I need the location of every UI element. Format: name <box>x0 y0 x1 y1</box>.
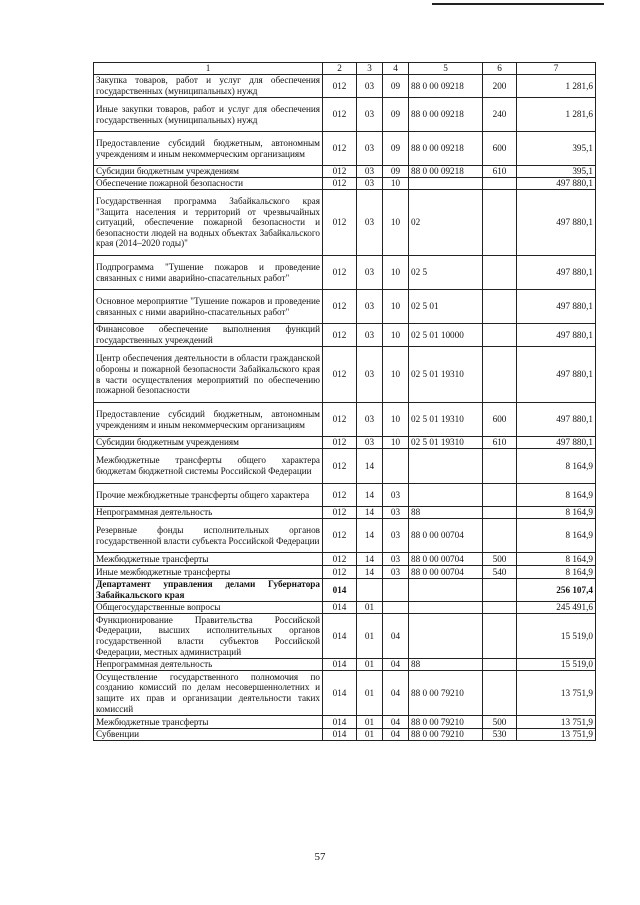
amount: 497 880,1 <box>517 324 596 347</box>
code-section: 03 <box>357 75 383 98</box>
code-subsection: 10 <box>383 437 409 449</box>
code-target: 88 0 00 79210 <box>409 716 483 729</box>
code-expense-type <box>483 347 517 403</box>
code-target: 02 5 01 10000 <box>409 324 483 347</box>
code-target <box>409 602 483 614</box>
item-name: Основное мероприятие "Тушение пожаров и проведение связанных с ними аварийно-спасательных работ" <box>94 290 323 324</box>
item-name: Субвенции <box>94 729 323 741</box>
code-section: 01 <box>357 729 383 741</box>
code-subsection: 03 <box>383 484 409 507</box>
code-section: 03 <box>357 166 383 178</box>
amount: 8 164,9 <box>517 566 596 579</box>
amount: 8 164,9 <box>517 553 596 566</box>
table-row <box>94 566 596 579</box>
table-header-row <box>94 63 596 75</box>
item-name: Межбюджетные трансферты <box>94 553 323 566</box>
code-section: 14 <box>357 566 383 579</box>
code-target: 88 0 00 00704 <box>409 553 483 566</box>
header-cell: 6 <box>483 63 517 75</box>
table-row <box>94 671 596 716</box>
code-subsection: 09 <box>383 132 409 166</box>
amount: 8 164,9 <box>517 484 596 507</box>
code-expense-type <box>483 449 517 484</box>
code-subsection: 10 <box>383 324 409 347</box>
code-target: 02 5 01 19310 <box>409 347 483 403</box>
code-admin: 014 <box>323 671 357 716</box>
item-name: Предоставление субсидий бюджетным, автономным учреждениям и иным некоммерческим организациям <box>94 132 323 166</box>
code-expense-type <box>483 671 517 716</box>
code-subsection <box>383 449 409 484</box>
code-expense-type <box>483 484 517 507</box>
code-section: 14 <box>357 449 383 484</box>
code-expense-type: 200 <box>483 75 517 98</box>
code-expense-type <box>483 190 517 256</box>
item-name: Департамент управления делами Губернатора Забайкальского края <box>94 579 323 602</box>
code-section: 14 <box>357 507 383 519</box>
code-expense-type <box>483 290 517 324</box>
code-target: 88 0 00 00704 <box>409 519 483 553</box>
code-section: 03 <box>357 403 383 437</box>
code-admin: 014 <box>323 614 357 659</box>
code-expense-type: 500 <box>483 716 517 729</box>
code-section: 03 <box>357 256 383 290</box>
amount: 497 880,1 <box>517 178 596 190</box>
amount: 13 751,9 <box>517 729 596 741</box>
code-expense-type <box>483 256 517 290</box>
code-admin: 012 <box>323 190 357 256</box>
code-admin: 012 <box>323 484 357 507</box>
table-row <box>94 659 596 671</box>
code-admin: 014 <box>323 729 357 741</box>
code-target: 02 5 01 19310 <box>409 403 483 437</box>
amount: 245 491,6 <box>517 602 596 614</box>
code-section: 01 <box>357 671 383 716</box>
code-admin: 014 <box>323 579 357 602</box>
code-subsection: 03 <box>383 566 409 579</box>
item-name: Резервные фонды исполнительных органов государственной власти субъекта Российской Федерации <box>94 519 323 553</box>
amount: 497 880,1 <box>517 290 596 324</box>
amount: 8 164,9 <box>517 519 596 553</box>
code-expense-type: 500 <box>483 553 517 566</box>
code-subsection: 09 <box>383 166 409 178</box>
code-subsection: 04 <box>383 671 409 716</box>
code-admin: 012 <box>323 507 357 519</box>
code-section: 14 <box>357 553 383 566</box>
item-name: Иные межбюджетные трансферты <box>94 566 323 579</box>
table-row <box>94 519 596 553</box>
code-subsection: 09 <box>383 98 409 132</box>
code-target: 88 0 00 79210 <box>409 729 483 741</box>
code-admin: 012 <box>323 553 357 566</box>
table-row <box>94 132 596 166</box>
item-name: Центр обеспечения деятельности в области гражданской обороны и пожарной безопасности Забайкальского края в части осуществления мероприятий по обеспечению пожарной безопасности <box>94 347 323 403</box>
table-row <box>94 324 596 347</box>
code-target: 88 0 00 09218 <box>409 132 483 166</box>
code-expense-type <box>483 602 517 614</box>
table-row <box>94 347 596 403</box>
header-cell: 1 <box>94 63 323 75</box>
amount: 256 107,4 <box>517 579 596 602</box>
code-admin: 012 <box>323 132 357 166</box>
code-expense-type <box>483 178 517 190</box>
code-section: 14 <box>357 484 383 507</box>
item-name: Непрограммная деятельность <box>94 659 323 671</box>
table-row <box>94 553 596 566</box>
table-row <box>94 449 596 484</box>
code-subsection: 10 <box>383 347 409 403</box>
code-section <box>357 579 383 602</box>
item-name: Иные закупки товаров, работ и услуг для обеспечения государственных (муниципальных) нужд <box>94 98 323 132</box>
code-target: 02 5 01 19310 <box>409 437 483 449</box>
code-expense-type <box>483 579 517 602</box>
code-expense-type: 240 <box>483 98 517 132</box>
code-admin: 012 <box>323 166 357 178</box>
amount: 497 880,1 <box>517 256 596 290</box>
header-cell: 3 <box>357 63 383 75</box>
amount: 8 164,9 <box>517 449 596 484</box>
code-admin: 012 <box>323 437 357 449</box>
code-admin: 012 <box>323 178 357 190</box>
page-number: 57 <box>314 851 326 863</box>
code-section: 14 <box>357 519 383 553</box>
code-subsection: 10 <box>383 403 409 437</box>
amount: 497 880,1 <box>517 437 596 449</box>
code-target <box>409 614 483 659</box>
code-target: 02 <box>409 190 483 256</box>
code-target <box>409 449 483 484</box>
code-target: 88 0 00 79210 <box>409 671 483 716</box>
amount: 1 281,6 <box>517 98 596 132</box>
code-expense-type: 600 <box>483 403 517 437</box>
code-subsection <box>383 579 409 602</box>
table-row <box>94 437 596 449</box>
code-admin: 012 <box>323 290 357 324</box>
code-section: 03 <box>357 347 383 403</box>
code-expense-type <box>483 659 517 671</box>
item-name: Непрограммная деятельность <box>94 507 323 519</box>
code-target: 02 5 <box>409 256 483 290</box>
table-row <box>94 729 596 741</box>
code-target <box>409 178 483 190</box>
item-name: Функционирование Правительства Российской Федерации, высших исполнительных органов государственной власти субъектов Российской Федерации, местных администраций <box>94 614 323 659</box>
code-subsection <box>383 602 409 614</box>
code-target: 88 0 00 00704 <box>409 566 483 579</box>
budget-table <box>93 62 596 741</box>
code-target <box>409 579 483 602</box>
amount: 15 519,0 <box>517 614 596 659</box>
table-row <box>94 484 596 507</box>
code-admin: 012 <box>323 256 357 290</box>
code-subsection: 04 <box>383 659 409 671</box>
code-admin: 014 <box>323 716 357 729</box>
code-section: 03 <box>357 324 383 347</box>
code-admin: 012 <box>323 519 357 553</box>
code-subsection: 09 <box>383 75 409 98</box>
code-subsection: 04 <box>383 716 409 729</box>
item-name: Осуществление государственного полномочия по созданию комиссий по делам несовершеннолетних и защите их прав и организации деятельности таких комиссий <box>94 671 323 716</box>
header-cell: 2 <box>323 63 357 75</box>
item-name: Субсидии бюджетным учреждениям <box>94 437 323 449</box>
table-row <box>94 98 596 132</box>
code-section: 01 <box>357 659 383 671</box>
item-name: Предоставление субсидий бюджетным, автономным учреждениям и иным некоммерческим организациям <box>94 403 323 437</box>
table-row <box>94 166 596 178</box>
amount: 497 880,1 <box>517 403 596 437</box>
code-section: 03 <box>357 290 383 324</box>
item-name: Межбюджетные трансферты <box>94 716 323 729</box>
code-subsection: 03 <box>383 507 409 519</box>
table-row <box>94 507 596 519</box>
code-subsection: 03 <box>383 519 409 553</box>
code-subsection: 10 <box>383 178 409 190</box>
code-section: 01 <box>357 614 383 659</box>
header-cell: 5 <box>409 63 483 75</box>
code-expense-type <box>483 519 517 553</box>
header-cell: 4 <box>383 63 409 75</box>
code-expense-type: 610 <box>483 166 517 178</box>
code-expense-type: 530 <box>483 729 517 741</box>
table-row <box>94 75 596 98</box>
code-target: 88 0 00 09218 <box>409 166 483 178</box>
item-name: Обеспечение пожарной безопасности <box>94 178 323 190</box>
amount: 15 519,0 <box>517 659 596 671</box>
table-row <box>94 290 596 324</box>
code-target: 88 <box>409 507 483 519</box>
code-expense-type <box>483 507 517 519</box>
table-row <box>94 602 596 614</box>
item-name: Межбюджетные трансферты общего характера бюджетам бюджетной системы Российской Федерации <box>94 449 323 484</box>
code-target: 88 <box>409 659 483 671</box>
item-name: Субсидии бюджетным учреждениям <box>94 166 323 178</box>
item-name: Прочие межбюджетные трансферты общего характера <box>94 484 323 507</box>
code-section: 01 <box>357 602 383 614</box>
table-row <box>94 716 596 729</box>
table-row <box>94 256 596 290</box>
code-subsection: 10 <box>383 256 409 290</box>
code-expense-type <box>483 324 517 347</box>
code-admin: 012 <box>323 98 357 132</box>
amount: 1 281,6 <box>517 75 596 98</box>
code-expense-type: 540 <box>483 566 517 579</box>
code-target: 88 0 00 09218 <box>409 75 483 98</box>
amount: 497 880,1 <box>517 347 596 403</box>
code-subsection: 04 <box>383 614 409 659</box>
code-target <box>409 484 483 507</box>
code-expense-type <box>483 614 517 659</box>
code-subsection: 10 <box>383 290 409 324</box>
code-admin: 012 <box>323 449 357 484</box>
code-target: 88 0 00 09218 <box>409 98 483 132</box>
amount: 395,1 <box>517 132 596 166</box>
code-expense-type: 600 <box>483 132 517 166</box>
top-rule <box>432 3 604 5</box>
code-section: 03 <box>357 437 383 449</box>
amount: 395,1 <box>517 166 596 178</box>
table-row <box>94 579 596 602</box>
code-admin: 014 <box>323 602 357 614</box>
code-expense-type: 610 <box>483 437 517 449</box>
code-section: 03 <box>357 132 383 166</box>
code-subsection: 04 <box>383 729 409 741</box>
item-name: Закупка товаров, работ и услуг для обеспечения государственных (муниципальных) нужд <box>94 75 323 98</box>
amount: 497 880,1 <box>517 190 596 256</box>
code-subsection: 03 <box>383 553 409 566</box>
table-row <box>94 614 596 659</box>
table-row <box>94 403 596 437</box>
code-section: 03 <box>357 98 383 132</box>
code-admin: 012 <box>323 324 357 347</box>
code-admin: 012 <box>323 403 357 437</box>
item-name: Государственная программа Забайкальского края "Защита населения и территорий от чрезвычайных ситуаций, обеспечение пожарной безопасности и безопасности людей на водных объектах Забайкальского края (2014–2020 годы)" <box>94 190 323 256</box>
header-cell: 7 <box>517 63 596 75</box>
code-admin: 012 <box>323 75 357 98</box>
item-name: Подпрограмма "Тушение пожаров и проведение связанных с ними аварийно-спасательных работ" <box>94 256 323 290</box>
code-admin: 014 <box>323 659 357 671</box>
amount: 13 751,9 <box>517 716 596 729</box>
code-section: 01 <box>357 716 383 729</box>
code-admin: 012 <box>323 566 357 579</box>
amount: 8 164,9 <box>517 507 596 519</box>
code-target: 02 5 01 <box>409 290 483 324</box>
table-row <box>94 190 596 256</box>
code-subsection: 10 <box>383 190 409 256</box>
code-section: 03 <box>357 190 383 256</box>
table-row <box>94 178 596 190</box>
item-name: Финансовое обеспечение выполнения функций государственных учреждений <box>94 324 323 347</box>
code-section: 03 <box>357 178 383 190</box>
code-admin: 012 <box>323 347 357 403</box>
amount: 13 751,9 <box>517 671 596 716</box>
item-name: Общегосударственные вопросы <box>94 602 323 614</box>
